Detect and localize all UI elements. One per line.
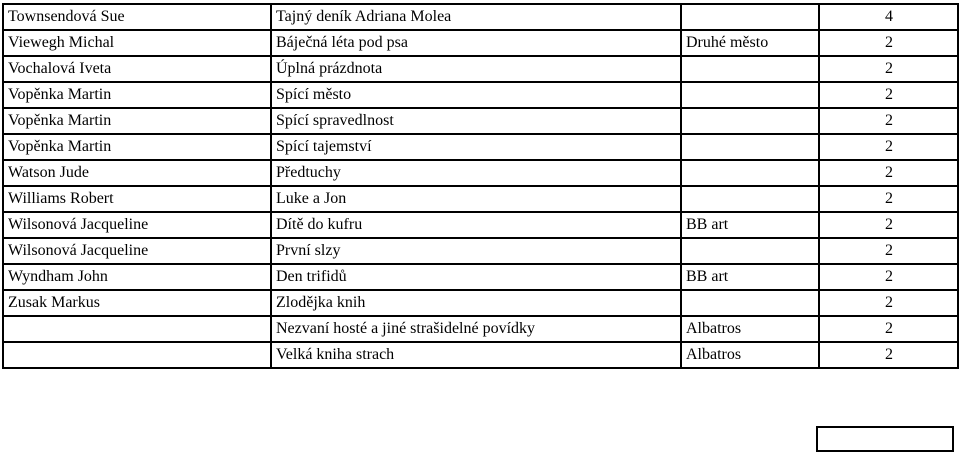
count-cell: 2 <box>819 82 958 108</box>
author-cell <box>3 316 271 342</box>
title-cell: Úplná prázdnota <box>271 56 681 82</box>
count-cell: 2 <box>819 264 958 290</box>
count-cell: 2 <box>819 290 958 316</box>
total-cell <box>816 426 954 452</box>
count-cell: 2 <box>819 342 958 368</box>
author-cell: Williams Robert <box>3 186 271 212</box>
count-cell: 2 <box>819 212 958 238</box>
count-cell: 2 <box>819 186 958 212</box>
table-row <box>3 134 958 160</box>
author-cell: Vopěnka Martin <box>3 82 271 108</box>
title-cell: Dítě do kufru <box>271 212 681 238</box>
title-cell: Nezvaní hosté a jiné strašidelné povídky <box>271 316 681 342</box>
publisher-cell: Druhé město <box>681 30 819 56</box>
table-row <box>3 160 958 186</box>
table-row <box>3 264 958 290</box>
title-cell: Luke a Jon <box>271 186 681 212</box>
publisher-cell <box>681 4 819 30</box>
title-cell: První slzy <box>271 238 681 264</box>
publisher-cell: Albatros <box>681 342 819 368</box>
count-cell: 2 <box>819 160 958 186</box>
table-body <box>3 4 958 368</box>
title-cell: Spící spravedlnost <box>271 108 681 134</box>
publisher-cell <box>681 290 819 316</box>
author-cell: Viewegh Michal <box>3 30 271 56</box>
count-cell: 4 <box>819 4 958 30</box>
table-row <box>3 186 958 212</box>
table-row <box>3 30 958 56</box>
table-row <box>3 238 958 264</box>
title-cell: Velká kniha strach <box>271 342 681 368</box>
book-table <box>2 3 959 369</box>
publisher-cell <box>681 56 819 82</box>
publisher-cell <box>681 108 819 134</box>
publisher-cell: BB art <box>681 264 819 290</box>
author-cell: Townsendová Sue <box>3 4 271 30</box>
count-cell: 2 <box>819 134 958 160</box>
count-cell: 2 <box>819 30 958 56</box>
table-row <box>3 4 958 30</box>
author-cell: Watson Jude <box>3 160 271 186</box>
count-cell: 2 <box>819 56 958 82</box>
title-cell: Tajný deník Adriana Molea <box>271 4 681 30</box>
publisher-cell <box>681 134 819 160</box>
title-cell: Spící město <box>271 82 681 108</box>
count-cell: 2 <box>819 238 958 264</box>
table-row <box>3 316 958 342</box>
table-row <box>3 108 958 134</box>
author-cell: Vopěnka Martin <box>3 108 271 134</box>
count-cell: 2 <box>819 108 958 134</box>
publisher-cell: Albatros <box>681 316 819 342</box>
author-cell: Vopěnka Martin <box>3 134 271 160</box>
count-cell: 2 <box>819 316 958 342</box>
publisher-cell <box>681 186 819 212</box>
title-cell: Den trifidů <box>271 264 681 290</box>
author-cell: Wilsonová Jacqueline <box>3 238 271 264</box>
title-cell: Předtuchy <box>271 160 681 186</box>
title-cell: Zlodějka knih <box>271 290 681 316</box>
table-row <box>3 342 958 368</box>
publisher-cell <box>681 238 819 264</box>
table-row <box>3 82 958 108</box>
table-row <box>3 290 958 316</box>
title-cell: Báječná léta pod psa <box>271 30 681 56</box>
table-row <box>3 56 958 82</box>
publisher-cell <box>681 160 819 186</box>
publisher-cell <box>681 82 819 108</box>
publisher-cell: BB art <box>681 212 819 238</box>
title-cell: Spící tajemství <box>271 134 681 160</box>
author-cell <box>3 342 271 368</box>
author-cell: Zusak Markus <box>3 290 271 316</box>
author-cell: Wilsonová Jacqueline <box>3 212 271 238</box>
author-cell: Vochalová Iveta <box>3 56 271 82</box>
table-row <box>3 212 958 238</box>
author-cell: Wyndham John <box>3 264 271 290</box>
